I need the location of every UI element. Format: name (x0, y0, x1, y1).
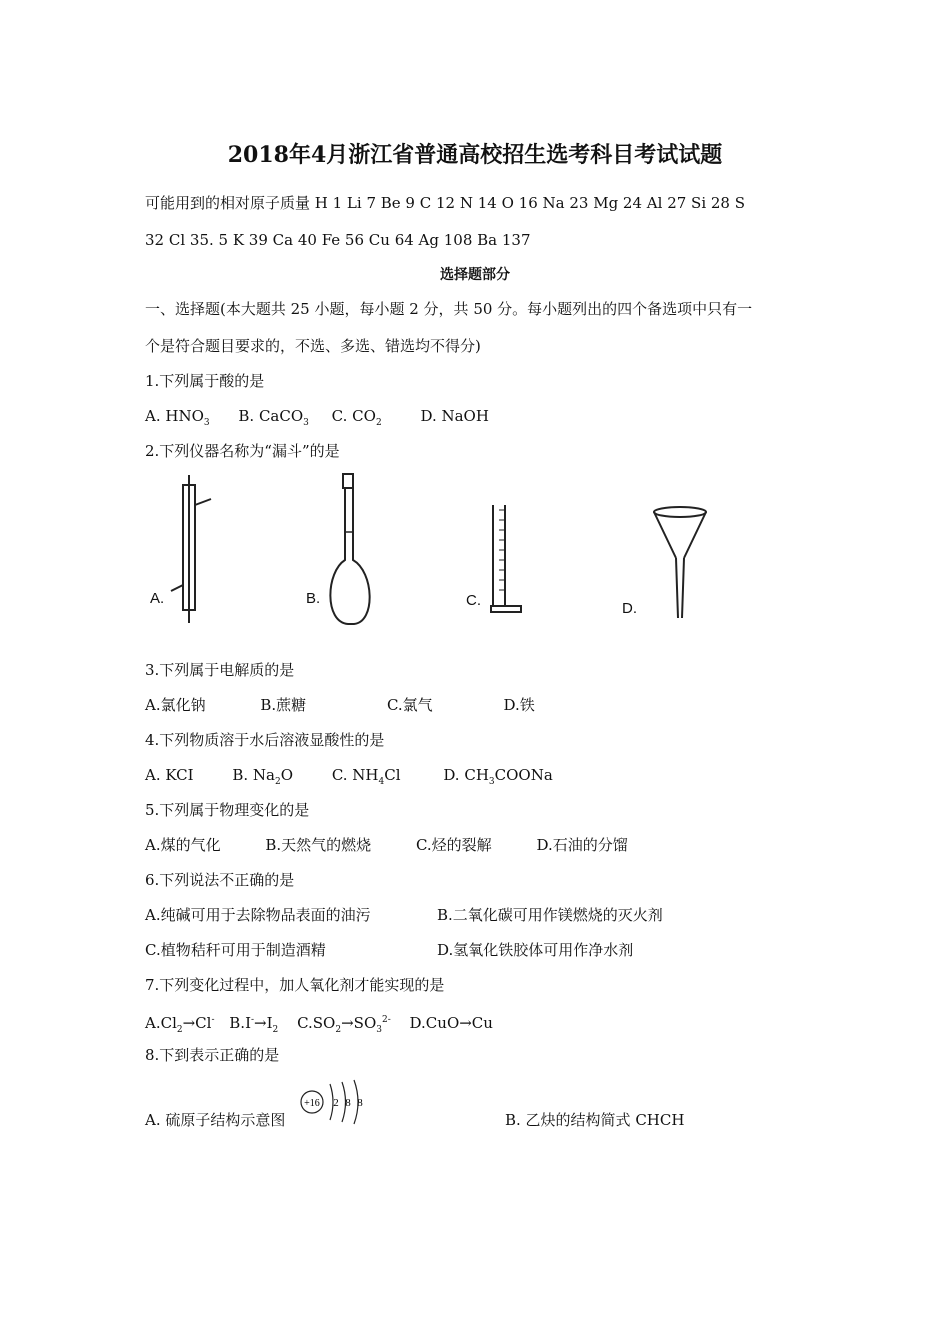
q8-stem: 8.下到表示正确的是 (145, 1046, 280, 1064)
sulfur-atom-diagram (298, 1078, 368, 1128)
q3-stem: 3.下列属于电解质的是 (145, 661, 295, 679)
q7-stem: 7.下列变化过程中，加人氧化剂才能实现的是 (145, 976, 445, 994)
q7-options (145, 1010, 493, 1040)
q7-option-b: $B.I^-\to I_2$ (229, 1014, 279, 1035)
q4-option-d: D. $CH_3COONa$ (443, 766, 553, 787)
volumetric-flask-image (318, 472, 388, 632)
q4-option-b: B. $Na_2O$ (232, 766, 294, 787)
q4-option-a: A. KCI (145, 766, 194, 784)
q6-option-a: A.纯碱可用于去除物品表面的油污 (145, 906, 371, 924)
q5-option-b: B.天然气的燃烧 (265, 836, 372, 854)
q2-stem: 2.下列仪器名称为“漏斗”的是 (145, 442, 340, 460)
funnel-image (640, 500, 730, 625)
q7-option-c: $C.SO_2\to SO_3^{2-}$ (297, 1014, 391, 1035)
atomic-masses-line1: 可能用到的相对原子质量 H 1 Li 7 Be 9 C 12 N 14 O 16 Na 23 Mg 24 Al 27 Si 28 S (145, 194, 746, 212)
q2-label-d: D. (622, 600, 637, 617)
q4-option-c: C. $NH_4Cl$ (331, 766, 401, 787)
q3-option-a: A.氯化钠 (145, 696, 206, 714)
q1-option-a: A. $HNO_3$ (145, 407, 210, 428)
q1-option-b: B. CaCO$_3$ (238, 407, 309, 428)
q5-stem: 5.下列属于物理变化的是 (145, 801, 310, 819)
q1-stem: 1.下列属于酸的是 (145, 372, 265, 390)
q7-option-d: D.CuO→Cu (409, 1014, 493, 1032)
graduated-cylinder-image (485, 500, 530, 618)
q3-options (145, 695, 535, 715)
shell-3-electrons: 8 (357, 1097, 363, 1109)
q6-stem: 6.下列说法不正确的是 (145, 871, 295, 889)
instructions-line2: 个是符合题目要求的，不选、多选、错选均不得分) (145, 337, 481, 355)
q3-option-d: D.铁 (503, 696, 535, 714)
q5-option-d: D.石油的分馏 (536, 836, 628, 854)
q1-option-c: C. $CO_2$ (331, 407, 382, 428)
shell-1-electrons: 2 (333, 1097, 339, 1109)
page-title: 2018年4月浙江省普通高校招生选考科目考试试题 (227, 142, 723, 168)
shell-2-electrons: 8 (345, 1097, 351, 1109)
atomic-masses-line2: 32 Cl 35. 5 K 39 Ca 40 Fe 56 Cu 64 Ag 108 Ba 137 (145, 231, 531, 249)
q4-options (145, 765, 553, 792)
q3-option-c: C.氯气 (386, 696, 433, 714)
q2-label-a: A. (150, 590, 165, 607)
q1-options (145, 406, 489, 433)
q5-options (145, 835, 628, 855)
nucleus-charge: +16 (304, 1098, 320, 1109)
q8-option-a: A. 硫原子结构示意图 (145, 1111, 286, 1129)
q5-option-a: A.煤的气化 (145, 836, 221, 854)
q5-option-c: C.烃的裂解 (415, 836, 492, 854)
q6-option-d: D.氢氧化铁胶体可用作净水剂 (437, 941, 634, 959)
q2-label-c: C. (466, 592, 481, 609)
section-title: 选择题部分 (440, 267, 510, 283)
q8-option-b: B. 乙炔的结构简式 CHCH (505, 1111, 685, 1129)
q3-option-b: B.蔗糖 (260, 696, 307, 714)
q6-option-c: C.植物秸秆可用于制造酒精 (145, 941, 326, 959)
q4-stem: 4.下列物质溶于水后溶液显酸性的是 (145, 731, 385, 749)
q1-option-d: D. NaOH (420, 407, 489, 425)
q2-label-b: B. (306, 590, 321, 607)
q7-option-a: $A.Cl_2\to Cl^-$ (145, 1014, 215, 1035)
instructions-line1: 一、选择题(本大题共 25 小题，每小题 2 分，共 50 分。每小题列出的四个备选项中只有一 (145, 300, 753, 318)
q6-option-b: B.二氧化碳可用作镁燃烧的灭火剂 (437, 906, 663, 924)
